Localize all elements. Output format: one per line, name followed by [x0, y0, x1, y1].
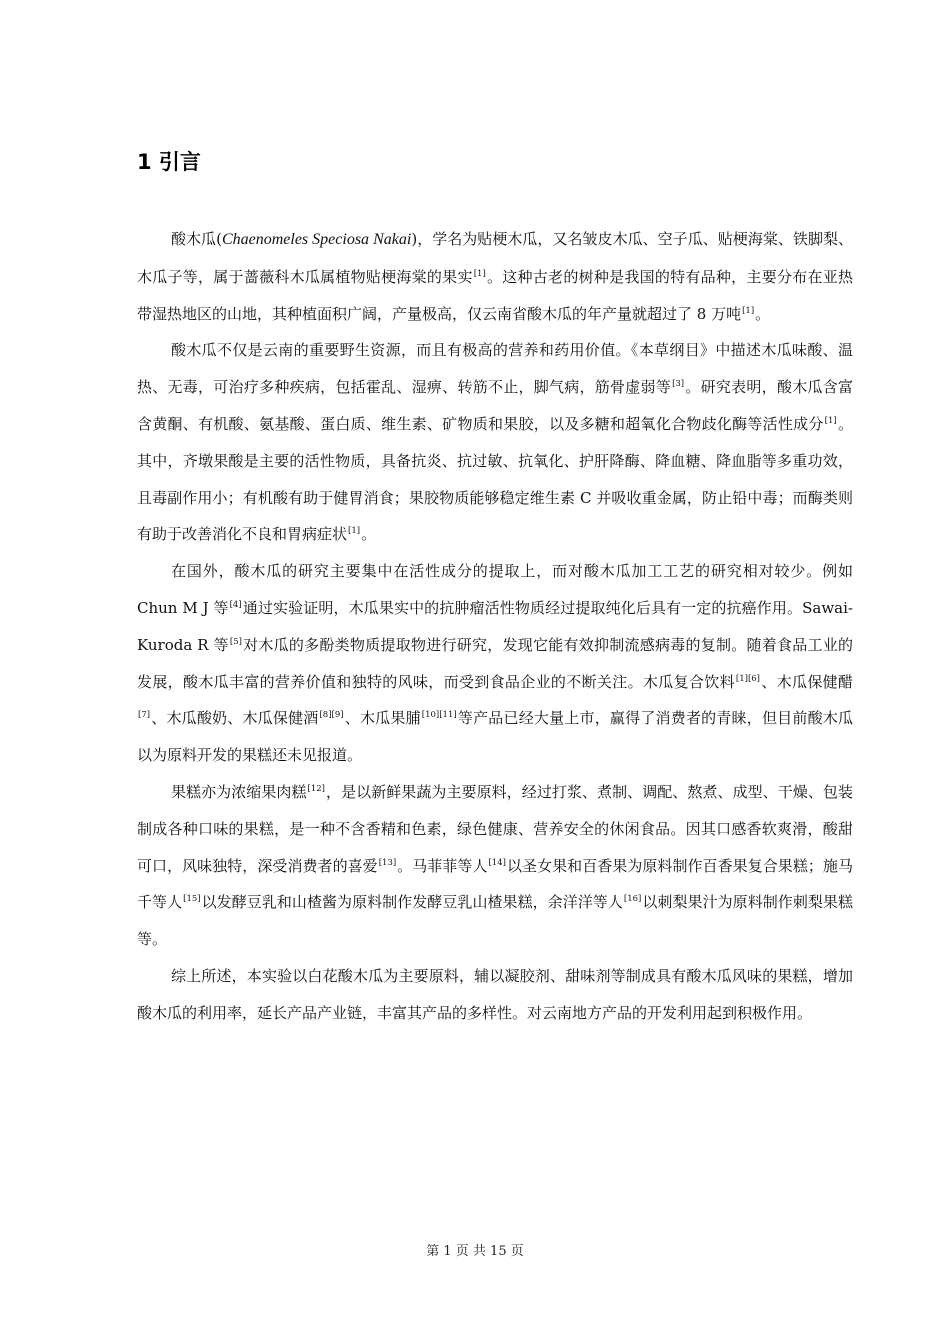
text-run: 酸木瓜不仅是云南的重要野生资源，而且有极高的营养和药用价值。《本草纲目》中描述木瓜味酸、温热、无毒，可治疗多种疾病，包括霍乱、湿痹、转筋不止，脚气病，筋骨虚弱等 [137, 341, 853, 397]
citation-ref: [14] [488, 857, 506, 868]
text-run: 果糕亦为浓缩果肉糕 [171, 782, 307, 801]
text-run: 通过实验证明，木瓜果实中的抗肿瘤活性物质经过提取纯化后具有一定的抗癌作用。Sawai-Kuroda R 等 [137, 598, 853, 654]
citation-ref: [8][9] [319, 710, 344, 721]
paragraph [137, 332, 853, 553]
citation-ref: [1] [824, 415, 837, 426]
text-run: 。 [361, 525, 377, 544]
paragraph [137, 958, 853, 1032]
citation-ref: [1] [742, 305, 755, 316]
text-run: 。这种古老的树种是我国的特有品种，主要分布在亚热带湿热地区的山地，其种植面积广阔，产量极高，仅云南省酸木瓜的年产量就超过了 8 万吨 [137, 267, 853, 323]
text-run: 以刺梨果汁为原料制作刺梨果糕等。 [137, 893, 853, 949]
citation-ref: [7] [138, 710, 151, 721]
text-run: 、木瓜果脯 [344, 709, 421, 728]
citation-ref: [12] [307, 783, 325, 794]
citation-ref: [1] [473, 268, 486, 279]
section-heading: 1 引言 [137, 150, 201, 174]
text-run: 。研究表明，酸木瓜含富含黄酮、有机酸、氨基酸、蛋白质、维生素、矿物质和果胶，以及多糖和超氧化合物歧化酶等活性成分 [137, 378, 853, 433]
text-run: 、木瓜酸奶、木瓜保健酒 [151, 709, 319, 728]
citation-ref: [4] [229, 599, 242, 610]
text-run: 等产品已经大量上市，赢得了消费者的青睐，但目前酸木瓜以为原料开发的果糕还未见报道。 [137, 709, 853, 765]
text-run: 。其中，齐墩果酸是主要的活性物质，具备抗炎、抗过敏、抗氧化、护肝降酶、降血糖、降血脂等多重功效，且毒副作用小；有机酸有助于健胃消食；果胶物质能够稳定维生素 C 并吸收重金属，防止铅中毒；而酶类则有助于改善消化不良和胃病症状 [137, 414, 853, 544]
citation-ref: [1][6] [735, 673, 760, 684]
text-run: 对木瓜的多酚类物质提取物进行研究，发现它能有效抑制流感病毒的复制。随着食品工业的发展，酸木瓜丰富的营养价值和独特的风味，而受到食品企业的不断关注。木瓜复合饮料 [137, 635, 853, 691]
citation-ref: [13] [378, 857, 397, 868]
citation-ref: [15] [183, 894, 201, 905]
citation-ref: [1] [348, 526, 361, 537]
page-footer: 第 1 页 共 15 页 [426, 1244, 524, 1259]
citation-ref: [16] [623, 894, 642, 905]
text-run: 。马菲菲等人 [397, 856, 488, 875]
text-run: ，是以新鲜果蔬为主要原料，经过打浆、煮制、调配、熬煮、成型、干燥、包装制成各种口味的果糕，是一种不含香精和色素，绿色健康、营养安全的休闲食品。因其口感香软爽滑，酸甜可口，风味独特，深受消费者的喜爱 [137, 782, 853, 875]
citation-ref: [3] [672, 379, 685, 390]
text-run: 。 [755, 304, 771, 323]
text-run: 、木瓜保健醋 [761, 672, 853, 691]
paragraph [137, 774, 853, 958]
text-run: 以发酵豆乳和山楂酱为原料制作发酵豆乳山楂果糕，余洋洋等人 [201, 893, 623, 912]
text-run: 以圣女果和百香果为原料制作百香果复合果糕；施马千等人 [137, 856, 853, 912]
text-run: 酸木瓜( [171, 230, 222, 248]
text-run: )，学名为贴梗木瓜，又名皱皮木瓜、空子瓜、贴梗海棠、铁脚梨、木瓜子等，属于蔷薇科木瓜属植物贴梗海棠的果实 [137, 230, 854, 286]
text-run: 在国外，酸木瓜的研究主要集中在活性成分的提取上，而对酸木瓜加工工艺的研究相对较少。例如 Chun M J 等 [137, 562, 853, 617]
paragraph [137, 221, 853, 332]
text-run: 综上所述，本实验以白花酸木瓜为主要原料，辅以凝胶剂、甜味剂等制成具有酸木瓜风味的果糕，增加酸木瓜的利用率，延长产品产业链，丰富其产品的多样性。对云南地方产品的开发利用起到积极作用。 [137, 966, 853, 1022]
citation-ref: [5] [229, 636, 242, 647]
latin-name: Chaenomeles Speciosa Nakai [221, 231, 412, 248]
body-text [137, 221, 853, 1032]
paragraph [137, 553, 853, 774]
citation-ref: [10][11] [421, 710, 457, 721]
